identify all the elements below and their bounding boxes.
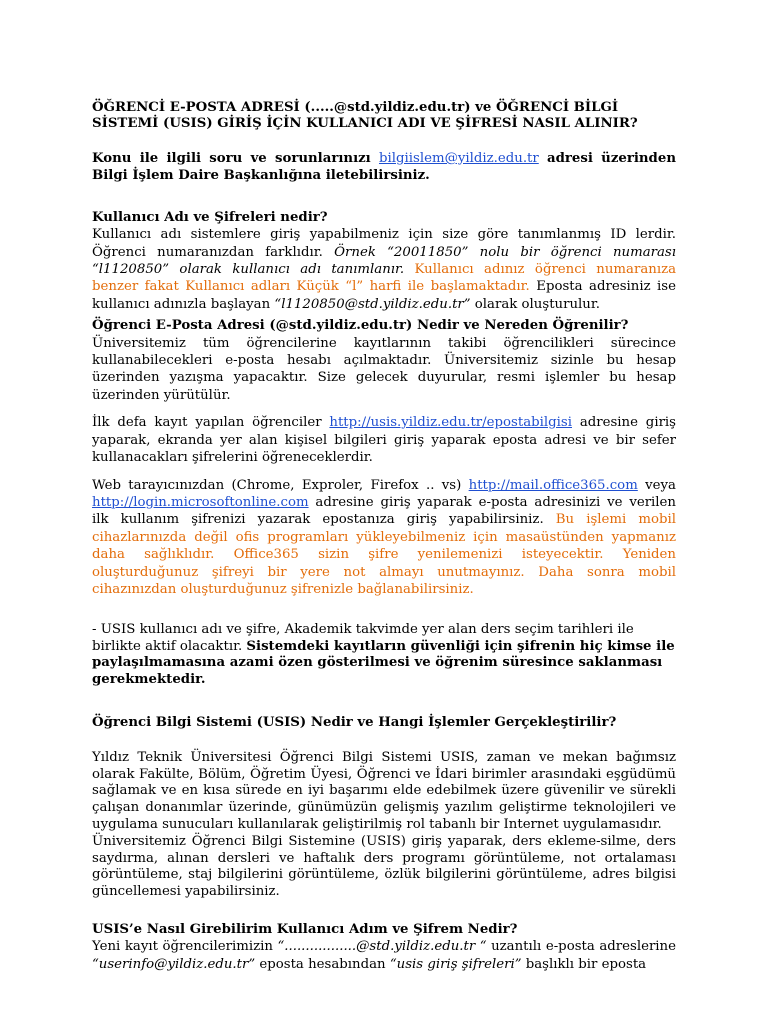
credentials-text-1: Kullanıcı adı sistemlere giriş yapabilmeniz için size göre tanımlanmış ID lerdir. Öğrenci numaranızdan farklıdır. (92, 227, 676, 260)
microsoftonline-link[interactable]: http://login.microsoftonline.com (92, 494, 309, 510)
usis-paragraph-1: Yıldız Teknik Üniversitesi Öğrenci Bilgi Sistemi USIS, zaman ve mekan bağımsız olarak Fakülte, Bölüm, Öğretim Üyesi, Öğrenci ve İdari birimler arasındaki eşgüdümü sağlamak ve en kısa sürede en iyi başarımı elde edebilmek üzere güvenilir ve sürekli çalışan donanımlar üzerinde, günümüzün gelişmiş yazılım geliştirme teknolojileri ve uygulama sunucuları kullanılarak geliştirilmiş rol tabanlı bir Internet uygulamasıdır. (92, 749, 676, 832)
usis-activation-text: - USIS kullanıcı adı ve şifre, Akademik takvimde yer alan ders seçim tarihleri ile birlikte aktif olacaktır. (92, 622, 634, 654)
credentials-note: Kullanıcı adınız öğrenci numaranıza benzer fakat Kullanıcı adları Küçük “l” harfi ile başlamaktadır. (92, 262, 677, 295)
contact-text-before: Konu ile ilgili soru ve sorunlarınızı (92, 151, 379, 166)
credentials-example: Örnek “20011850” nolu bir öğrenci numarası “l1120850” olarak kullanıcı adı tanımlanır. (92, 244, 676, 278)
document-page (92, 100, 676, 973)
email-p3-before: Web tarayıcınızdan (Chrome, Exproler, Firefox .. vs) (92, 477, 469, 493)
email-p2-before: İlk defa kayıt yapılan öğrenciler (92, 415, 330, 431)
usis-activation-paragraph (92, 622, 676, 688)
section-heading-credentials: Kullanıcı Adı ve Şifreleri nedir? (92, 209, 328, 225)
email-p3-mid: veya (637, 477, 676, 493)
usis-paragraph-2: Üniversitemiz Öğrenci Bilgi Sistemine (USIS) giriş yaparak, ders ekleme-silme, ders saydırma, alınan dersleri ve haftalık ders programı görüntüleme, not ortalaması görüntüleme, staj bilgilerini görüntüleme, özlük bilgilerini görüntüleme, adres bilgisi güncellemesi yapabilirsiniz. (92, 833, 676, 900)
login-sender-email: “userinfo@yildiz.edu.tr” (92, 956, 256, 972)
login-mail-subject: “usis giriş şifreleri” (389, 956, 522, 972)
contact-email-link[interactable]: bilgiislem@yildiz.edu.tr (378, 151, 539, 166)
login-text-2: uzantılı e-posta adreslerine (486, 939, 676, 955)
credentials-text-3: olarak oluşturulur. (470, 296, 600, 312)
section-heading-usis: Öğrenci Bilgi Sistemi (USIS) Nedir ve Hangi İşlemler Gerçekleştirilir? (92, 715, 617, 731)
email-p3-after: adresine giriş yaparak e-posta adresinizi ve verilen ilk kullanım şifrenizi yazarak epostanıza giriş yapabilirsiniz. (92, 494, 676, 528)
contact-paragraph (92, 150, 676, 185)
credentials-text-2: Eposta adresiniz ise kullanıcı adınızla başlayan (92, 279, 676, 312)
login-email-pattern: “.................@std.yildiz.edu.tr “ (277, 939, 487, 955)
credentials-email-example: “l1120850@std.yildiz.edu.tr” (274, 296, 471, 312)
email-paragraph-3 (92, 477, 676, 599)
section-heading-login: USIS’e Nasıl Girebilirim Kullanıcı Adım ve Şifrem Nedir? (92, 921, 518, 937)
login-text-4: başlıklı bir eposta (521, 956, 647, 972)
usis-eposta-link[interactable]: http://usis.yildiz.edu.tr/epostabilgisi (329, 415, 572, 431)
credentials-paragraph (92, 226, 676, 313)
email-paragraph-1: Üniversitemiz tüm öğrencilerine kayıtlarının takibi öğrencilikleri sürecince kullanabilecekleri e-posta hesabı açılmaktadır. Üniversitemiz sizinle bu hesap üzerinden yazışma yapacaktır. Size gelecek duyurular, resmi işlemler bu hesap üzerinden yürütülür. (92, 335, 676, 403)
email-paragraph-2 (92, 414, 676, 466)
email-p2-after: adresine giriş yaparak, ekranda yer alan kişisel bilgileri giriş yaparak eposta adresi ve bir sefer kullanacakları şifrelerini öğreneceklerdir. (92, 415, 676, 466)
login-text-3: eposta hesabından (255, 956, 390, 972)
document-title: ÖĞRENCİ E-POSTA ADRESİ (.....@std.yildiz.edu.tr) ve ÖĞRENCİ BİLGİ SİSTEMİ (USIS) GİRİŞ İÇİN KULLANICI ADI VE ŞİFRESİ NASIL ALINIR? (92, 100, 638, 131)
login-text-1: Yeni kayıt öğrencilerimizin (92, 939, 278, 955)
email-p3-note: Bu işlemi mobil cihazlarınızda değil ofis programları yükleyebilmeniz için masaüstünden yapmanız daha sağlıklıdır. Office365 sizin şifre yenilemenizi isteyecektir. Yeniden oluşturduğunuz şifreyi bir yere not almayı unutmayınız. Daha sonra mobil cihazınızdan oluşturduğunuz şifrenizle bağlanabilirsiniz. (92, 512, 676, 597)
office365-link[interactable]: http://mail.office365.com (468, 477, 638, 493)
login-paragraph (92, 938, 676, 973)
usis-security-warning: Sistemdeki kayıtların güvenliği için şifrenin hiç kimse ile paylaşılmamasına azami özen gösterilmesi ve öğrenim süresince saklanması gerekmektedir. (92, 638, 675, 687)
section-heading-email: Öğrenci E-Posta Adresi (@std.yildiz.edu.tr) Nedir ve Nereden Öğrenilir? (92, 318, 629, 334)
contact-text-after: adresi üzerinden Bilgi İşlem Daire Başkanlığına iletebilirsiniz. (92, 151, 676, 184)
